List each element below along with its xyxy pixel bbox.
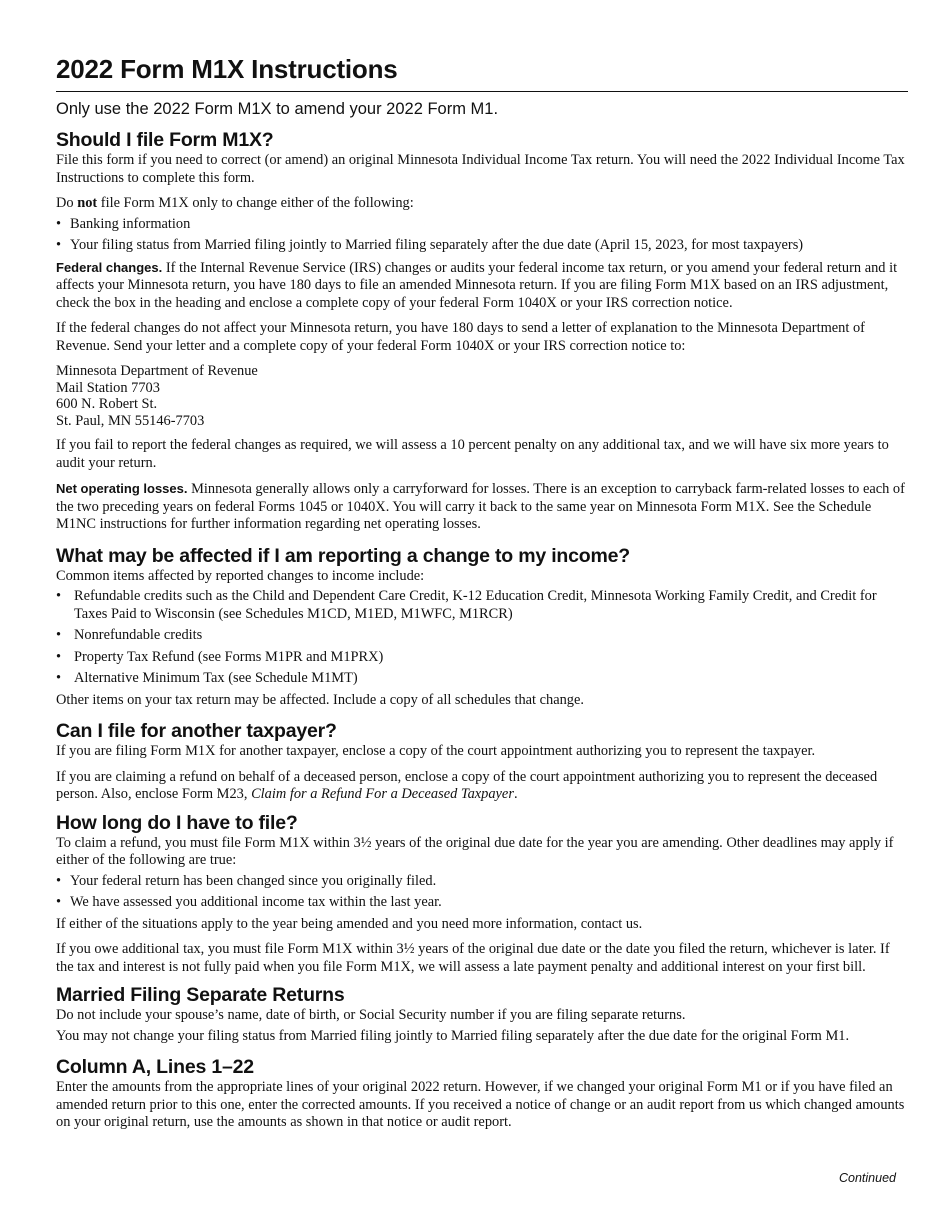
paragraph-do-not-file	[56, 195, 908, 213]
section-column-a	[56, 1056, 908, 1132]
address-line: Mail Station 7703	[56, 379, 160, 396]
list-item: • Your filing status from Married filing jointly to Married filing separately after the due date (April 15, 2023, for most taxpayers)	[56, 237, 908, 255]
page-subtitle: Only use the 2022 Form M1X to amend your 2022 Form M1.	[56, 100, 499, 118]
paragraph: File this form if you need to correct (or amend) an original Minnesota Individual Income Tax return. You will need the 2022 Individual Income Tax Instructions to complete this form.	[56, 152, 905, 186]
paragraph: If the federal changes do not affect your Minnesota return, you have 180 days to send a letter of explanation to the Minnesota Department of Revenue. Send your letter and a complete copy of your federal Form 1040X or your IRS correction notice to:	[56, 320, 865, 354]
text: If you are claiming a refund on behalf of a deceased person, enclose a copy of the court appointment authorizing you to represent the deceased person. Also, enclose Form M23,	[56, 768, 878, 802]
section-heading: What may be affected if I am reporting a change to my income?	[56, 544, 630, 567]
section-married-filing-separate	[56, 984, 908, 1045]
text: file Form M1X only to change either of the following:	[97, 195, 414, 211]
text: .	[513, 786, 518, 802]
section-another-taxpayer	[56, 720, 908, 804]
list-item: • Alternative Minimum Tax (see Schedule M1MT)	[56, 670, 908, 688]
list-item: • We have assessed you additional income tax within the last year.	[56, 894, 908, 912]
bullet-list	[56, 588, 908, 688]
section-heading: How long do I have to file?	[56, 811, 298, 834]
list-item: • Property Tax Refund (see Forms M1PR and M1PRX)	[56, 649, 908, 667]
address-line: St. Paul, MN 55146-7703	[56, 412, 205, 429]
run-in-heading: Federal changes.	[56, 259, 163, 275]
paragraph: If you owe additional tax, you must file Form M1X within 3½ years of the original due date or the date you filed the return, whichever is later. If the tax and interest is not fully paid when you file Form M1X, we will assess a late payment penalty and additional interest on your first bill.	[56, 941, 890, 975]
text: Minnesota generally allows only a carryforward for losses. There is an exception to carryback farm-related losses to each of the two preceding years on federal Forms 1045 or 1040X. You will carry it back to the same year on Minnesota Form M1X. See the Schedule M1NC instructions for further information regarding net operating losses.	[56, 481, 905, 532]
paragraph: You may not change your filing status from Married filing jointly to Married filing separately after the due date for the original Form M1.	[56, 1027, 850, 1044]
paragraph-federal-changes	[56, 259, 908, 313]
paragraph: To claim a refund, you must file Form M1X within 3½ years of the original due date for the year you are amending. Other deadlines may apply if either of the following are true:	[56, 834, 894, 868]
list-item: • Refundable credits such as the Child and Dependent Care Credit, K-12 Education Credit, Minnesota Working Family Credit, and Credit for Taxes Paid to Wisconsin (see Schedules M1CD, M1ED, M1WFC, M1RCR)	[56, 588, 908, 623]
section-should-i-file	[56, 129, 908, 534]
paragraph: Other items on your tax return may be affected. Include a copy of all schedules that change.	[56, 691, 584, 708]
paragraph: If you are filing Form M1X for another taxpayer, enclose a copy of the court appointment authorizing you to represent the taxpayer.	[56, 743, 816, 759]
section-heading: Should I file Form M1X?	[56, 129, 274, 151]
paragraph: Common items affected by reported changes to income include:	[56, 567, 425, 584]
run-in-heading: Net operating losses.	[56, 481, 188, 496]
paragraph-deceased	[56, 769, 908, 804]
mailing-address	[56, 363, 908, 429]
title-rule	[56, 91, 908, 92]
address-line: Minnesota Department of Revenue	[56, 363, 258, 379]
section-what-may-be-affected	[56, 545, 908, 710]
section-heading: Column A, Lines 1–22	[56, 1056, 254, 1078]
paragraph-net-operating-losses	[56, 480, 908, 534]
list-item: • Nonrefundable credits	[56, 627, 908, 645]
bullet-list	[56, 873, 908, 912]
paragraph: If either of the situations apply to the year being amended and you need more information, contact us.	[56, 915, 643, 932]
form-title-italic: Claim for a Refund For a Deceased Taxpayer	[251, 786, 514, 802]
paragraph: Do not include your spouse’s name, date of birth, or Social Security number if you are filing separate returns.	[56, 1007, 686, 1023]
section-how-long	[56, 812, 908, 977]
paragraph: Enter the amounts from the appropriate lines of your original 2022 return. However, if we changed your original Form M1 or if you have filed an amended return prior to this one, enter the corrected amounts. If you received a notice of change or an audit report from us which changed amounts on your original return, use the amounts as shown in that notice or audit report.	[56, 1079, 905, 1130]
list-item: • Banking information	[56, 216, 908, 234]
text: Do	[56, 195, 78, 211]
emphasis-not: not	[77, 195, 98, 211]
list-item: • Your federal return has been changed since you originally filed.	[56, 873, 908, 891]
text: If the Internal Revenue Service (IRS) changes or audits your federal income tax return, or you amend your federal return and it affects your Minnesota return, you have 180 days to file an amended Minnesota return. If you are filing Form M1X based on an IRS adjustment, check the box in the heading and enclose a complete copy of your federal Form 1040X or your IRS correction notice.	[56, 259, 898, 311]
bullet-list	[56, 216, 908, 255]
section-heading: Married Filing Separate Returns	[56, 984, 345, 1006]
address-line: 600 N. Robert St.	[56, 396, 158, 412]
page-title: 2022 Form M1X Instructions	[56, 54, 398, 84]
paragraph: If you fail to report the federal changes as required, we will assess a 10 percent penalty on any additional tax, and we will have six more years to audit your return.	[56, 437, 889, 471]
section-heading: Can I file for another taxpayer?	[56, 720, 337, 742]
continued-label: Continued	[839, 1171, 896, 1185]
